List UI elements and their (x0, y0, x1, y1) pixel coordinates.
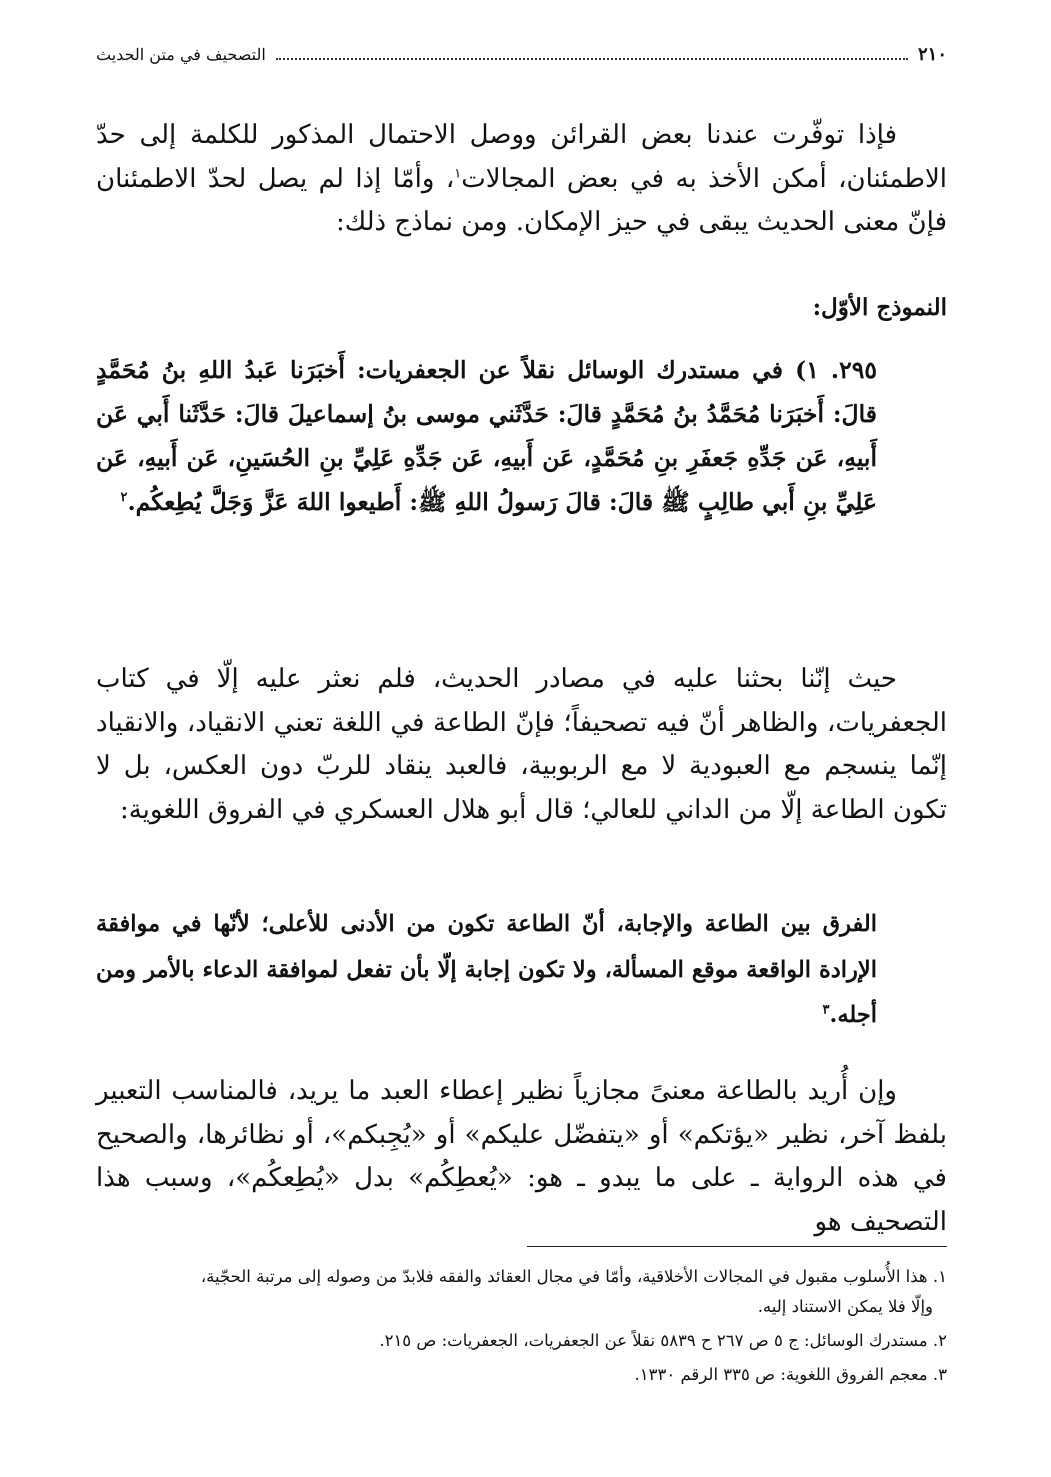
footnote-ref-1[interactable]: ١ (454, 165, 462, 181)
footnote-1-continuation: وإلّا فلا يمكن الاستناد إليه. (757, 1297, 933, 1316)
page-number: ٢١٠ (917, 43, 947, 65)
paragraph-discussion: حيث إنّنا بحثنا عليه في مصادر الحديث، فلم نعثر عليه إلّا في كتاب الجعفريات، والظاهر أنّ فيه تصحيفاً؛ فإنّ الطاعة في اللغة تعني الانقياد، والانقياد إنّما ينسجم مع العبودية لا مع الربوبية، فالعبد ينقاد للربّ دون العكس، بل لا تكون الطاعة إلّا من الداني للعالي؛ قال أبو هلال العسكري في الفروق اللغوية: (96, 664, 948, 825)
footnote-1-text: ١. هذا الأُسلوب مقبول في المجالات الأخلاقية، وأمّا في مجال العقائد والفقه فلابدّ من وصوله إلى مرتبة الحجّية، (200, 1267, 947, 1286)
quote-text: الفرق بين الطاعة والإجابة، أنّ الطاعة تكون من الأدنى للأعلى؛ لأنّها في موافقة الإرادة الواقعة موقع المسألة، ولا تكون إجابة إلّا بأن تفعل لموافقة الدعاء بالأمر ومن أجله. (96, 911, 877, 1028)
footnote-divider (527, 1246, 947, 1247)
hadith-text: ٢٩٥. ١) في مستدرك الوسائل نقلاً عن الجعفريات: أَخبَرَنا عَبدُ اللهِ بنُ مُحَمَّدٍ قالَ: أَخبَرَنا مُحَمَّدُ بنُ مُحَمَّدٍ قالَ: حَدَّثَني موسى بنُ إسماعيلَ قالَ: حَدَّثَنا أَبي عَن أَبيهِ، عَن جَدِّهِ جَعفَرِ بنِ مُحَمَّدٍ، عَن أَبيهِ، عَن جَدِّهِ عَلِيِّ بنِ الحُسَينِ، عَن أَبيهِ، عَن عَلِيِّ بنِ أَبي طالِبٍ ﷺ قالَ: قالَ رَسولُ اللهِ ﷺ: أَطيعوا اللهَ عَزَّ وَجَلَّ يُطِعكُم. (96, 356, 877, 516)
header-dot-leader (276, 49, 908, 60)
footnote-2: ٢. مستدرك الوسائل: ج ٥ ص ٢٦٧ ح ٥٨٣٩ نقلاً عن الجعفريات، الجعفريات: ص ٢١٥. (379, 1331, 947, 1350)
running-header (96, 34, 947, 74)
model-heading: النموذج الأوّل: (812, 294, 947, 321)
footnote-3: ٣. معجم الفروق اللغوية: ص ٣٣٥ الرقم ١٣٣٠. (634, 1365, 947, 1384)
book-page (96, 34, 947, 1454)
running-title: التصحيف في متن الحديث (96, 44, 266, 64)
paragraph-intro (96, 114, 947, 245)
footnote-ref-2[interactable]: ٢ (120, 490, 128, 506)
paragraph-intro-tail: ، وأمّا إذا لم يصل لحدّ الاطمئنان فإنّ معنى الحديث يبقى في حيز الإمكان. ومن نماذج ذلك: (96, 163, 947, 237)
paragraph-intro-text: فإذا توفّرت عندنا بعض القرائن ووصل الاحتمال المذكور للكلمة إلى حدّ الاطمئنان، أمكن الأخذ به في بعض المجالات (96, 120, 947, 194)
quote-block (96, 902, 947, 1039)
paragraph-conclusion: وإن أُريد بالطاعة معنىً مجازياً نظير إعطاء العبد ما يريد، فالمناسب التعبير بلفظ آخر، نظير «يؤتكم» أو «يتفضّل عليكم» أو «يُجِبكم»، أو نظائرها، والصحيح في هذه الرواية ـ على ما يبدو ـ هو: «يُعطِكُم» بدل «يُطِعكُم»، وسبب هذا التصحيف هو (96, 1076, 947, 1237)
hadith-block (96, 348, 947, 524)
footnote-ref-3[interactable]: ٣ (822, 1002, 830, 1018)
footnote-1 (96, 1262, 947, 1322)
footnotes (96, 1262, 947, 1394)
